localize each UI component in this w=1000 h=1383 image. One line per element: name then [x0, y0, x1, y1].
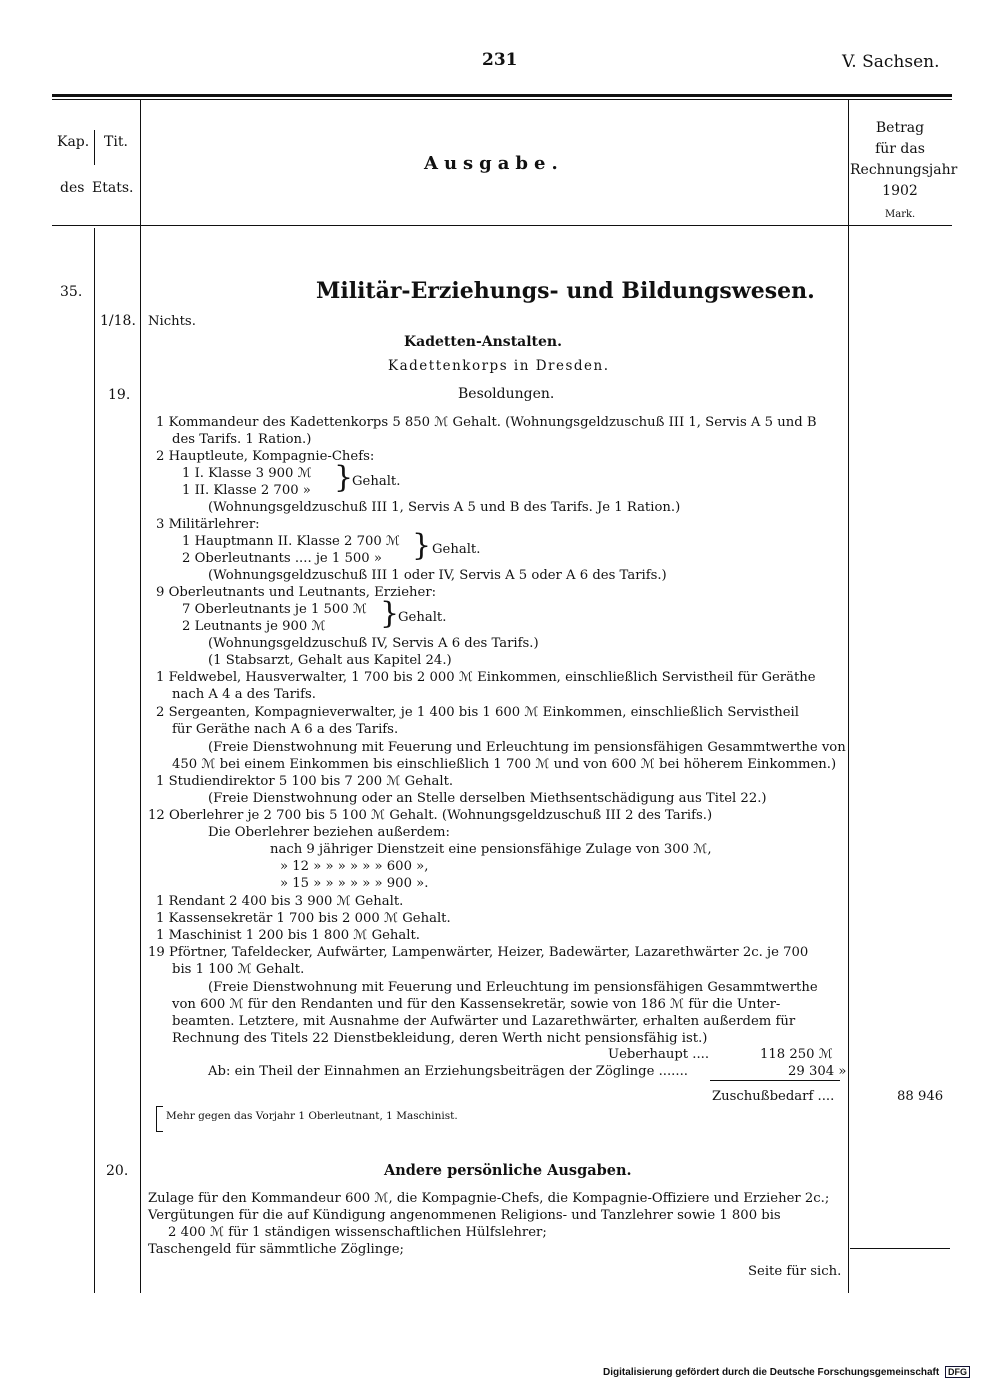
col-line-1 [94, 228, 95, 1293]
col-line-3 [848, 100, 849, 1293]
line-dienstwohnung-2: 450 ℳ bei einem Einkommen bis einschließlich 1 700 ℳ und von 600 ℳ bei höherem Einkommen.) [172, 757, 837, 772]
dfg-logo: DFG [945, 1366, 970, 1378]
line-hauptleute-1: 1 I. Klasse 3 900 ℳ [182, 466, 312, 481]
line-dienstwohnung-4: von 600 ℳ für den Rendanten und für den Kassensekretär, sowie von 186 ℳ für die Unter- [172, 997, 781, 1012]
kap-tit-divider [94, 130, 95, 165]
line-rendant: 1 Rendant 2 400 bis 3 900 ℳ Gehalt. [156, 894, 404, 909]
line-kommandeur-2: des Tarifs. 1 Ration.) [172, 432, 312, 447]
line-dienstwohnung-6: Rechnung des Titels 22 Dienstbekleidung, deren Werth nicht pensionsfähig ist.) [172, 1031, 708, 1046]
footer-credit [603, 1366, 970, 1378]
section-title: Militär-Erziehungs- und Bildungswesen. [316, 278, 815, 304]
line-wohnung-2: (Wohnungsgeldzuschuß III 1 oder IV, Servis A 5 oder A 6 des Tarifs.) [208, 568, 667, 583]
brace-1: } [334, 460, 354, 495]
ab-value: 29 304 » [788, 1064, 847, 1079]
besoldungen-title: Besoldungen. [458, 386, 555, 402]
ab-label: Ab: ein Theil der Einnahmen an Erziehungsbeiträgen der Zöglinge ....... [208, 1064, 688, 1079]
andere-title: Andere persönliche Ausgaben. [384, 1162, 632, 1179]
line-zulage-900: » 15 » » » » » » 900 ». [280, 876, 429, 891]
etats-label: Etats. [92, 180, 134, 196]
subtotal-rule [710, 1080, 840, 1081]
line-miethsentschaedigung: (Freie Dienstwohnung oder an Stelle derselben Miethsentschädigung aus Titel 22.) [208, 791, 767, 806]
tit-1-18: 1/18. [100, 313, 136, 329]
line-pfoertner-2: bis 1 100 ℳ Gehalt. [172, 962, 305, 977]
note-bracket [156, 1106, 163, 1132]
andere-line-1: Zulage für den Kommandeur 600 ℳ, die Kompagnie-Chefs, die Kompagnie-Offiziere und Erzieher 2c.; [148, 1191, 830, 1206]
line-hauptleute: 2 Hauptleute, Kompagnie-Chefs: [156, 449, 375, 464]
tit-19: 19. [108, 387, 131, 403]
col-line-2 [140, 100, 141, 1293]
line-studiendirektor: 1 Studiendirektor 5 100 bis 7 200 ℳ Gehalt. [156, 774, 454, 789]
kadetten-subtitle: Kadettenkorps in Dresden. [388, 358, 610, 374]
line-dienstwohnung-5: beamten. Letztere, mit Ausnahme der Aufwärter und Lazarethwärter, erhalten außerdem für [172, 1014, 796, 1029]
line-sergeanten-2: für Geräthe nach A 6 a des Tarifs. [172, 722, 399, 737]
line-zulage-600: » 12 » » » » » » 600 », [280, 859, 429, 874]
kap-label: Kap. [57, 134, 90, 150]
gehalt-2: Gehalt. [432, 542, 481, 557]
seite-fuer-sich: Seite für sich. [748, 1264, 842, 1279]
line-erzieher-2: 2 Leutnants je 900 ℳ [182, 619, 326, 634]
line-hauptmann: 1 Hauptmann II. Klasse 2 700 ℳ [182, 534, 401, 549]
betrag-year: 1902 [882, 183, 918, 199]
header-bottom-rule [52, 225, 952, 226]
tit-20: 20. [106, 1163, 129, 1179]
brace-2: } [412, 528, 432, 563]
kap-number: 35. [60, 284, 83, 300]
nichts-text: Nichts. [148, 314, 196, 329]
line-hauptleute-2: 1 II. Klasse 2 700 » [182, 483, 311, 498]
line-oberlehrer-ausserdem: Die Oberlehrer beziehen außerdem: [208, 825, 450, 840]
ueberhaupt-value: 118 250 ℳ [760, 1047, 833, 1062]
des-label: des [60, 180, 85, 196]
betrag-line-1: Betrag [875, 120, 925, 136]
line-militaerlehrer: 3 Militärlehrer: [156, 517, 260, 532]
state-heading: V. Sachsen. [842, 52, 940, 72]
line-erzieher-1: 7 Oberleutnants je 1 500 ℳ [182, 602, 367, 617]
line-erzieher: 9 Oberleutnants und Leutnants, Erzieher: [156, 585, 437, 600]
line-kommandeur: 1 Kommandeur des Kadettenkorps 5 850 ℳ Gehalt. (Wohnungsgeldzuschuß III 1, Servis A 5 und B [156, 415, 817, 430]
andere-line-3: 2 400 ℳ für 1 ständigen wissenschaftlichen Hülfslehrer; [168, 1225, 547, 1240]
gehalt-1: Gehalt. [352, 474, 401, 489]
betrag-rule [850, 1248, 950, 1249]
andere-line-2: Vergütungen für die auf Kündigung angenommenen Religions- und Tanzlehrer sowie 1 800 bis [148, 1208, 781, 1223]
footer-text: Digitalisierung gefördert durch die Deutsche Forschungsgemeinschaft [603, 1367, 940, 1378]
line-maschinist: 1 Maschinist 1 200 bis 1 800 ℳ Gehalt. [156, 928, 420, 943]
tit-label: Tit. [104, 134, 128, 150]
line-wohnung-1: (Wohnungsgeldzuschuß III 1, Servis A 5 und B des Tarifs. Je 1 Ration.) [208, 500, 681, 515]
line-zulage-300: nach 9 jähriger Dienstzeit eine pensionsfähige Zulage von 300 ℳ, [270, 842, 712, 857]
zuschuss-value: 88 946 [897, 1089, 944, 1104]
line-oberlehrer: 12 Oberlehrer je 2 700 bis 5 100 ℳ Gehalt. (Wohnungsgeldzuschuß III 2 des Tarifs.) [148, 808, 713, 823]
line-sergeanten: 2 Sergeanten, Kompagnieverwalter, je 1 400 bis 1 600 ℳ Einkommen, einschließlich Servistheil [156, 705, 799, 720]
ueberhaupt-label: Ueberhaupt .... [608, 1047, 710, 1062]
betrag-line-2: für das [875, 141, 925, 157]
line-kassensekretaer: 1 Kassensekretär 1 700 bis 2 000 ℳ Gehalt. [156, 911, 451, 926]
line-dienstwohnung-1: (Freie Dienstwohnung mit Feuerung und Erleuchtung im pensionsfähigen Gesammtwerthe von [208, 740, 846, 755]
line-oberleutnants: 2 Oberleutnants .... je 1 500 » [182, 551, 382, 566]
kadetten-title: Kadetten-Anstalten. [404, 334, 562, 350]
top-rule [52, 94, 952, 97]
top-rule-thin [52, 99, 952, 100]
mark-label: Mark. [885, 209, 916, 220]
note-text: Mehr gegen das Vorjahr 1 Oberleutnant, 1 Maschinist. [166, 1110, 458, 1122]
zuschuss-label: Zuschußbedarf .... [712, 1089, 835, 1104]
line-feldwebel: 1 Feldwebel, Hausverwalter, 1 700 bis 2 000 ℳ Einkommen, einschließlich Servistheil für Geräthe [156, 670, 816, 685]
line-wohnung-3: (Wohnungsgeldzuschuß IV, Servis A 6 des Tarifs.) [208, 636, 539, 651]
line-stabsarzt: (1 Stabsarzt, Gehalt aus Kapitel 24.) [208, 653, 452, 668]
ausgabe-title: Ausgabe. [424, 153, 564, 174]
line-dienstwohnung-3: (Freie Dienstwohnung mit Feuerung und Erleuchtung im pensionsfähigen Gesammtwerthe [208, 980, 818, 995]
brace-3: } [380, 596, 400, 631]
line-feldwebel-2: nach A 4 a des Tarifs. [172, 687, 316, 702]
andere-line-4: Taschengeld für sämmtliche Zöglinge; [148, 1242, 404, 1257]
page-number: 231 [482, 50, 518, 70]
line-pfoertner: 19 Pförtner, Tafeldecker, Aufwärter, Lampenwärter, Heizer, Badewärter, Lazarethwärter 2c. je 700 [148, 945, 809, 960]
gehalt-3: Gehalt. [398, 610, 447, 625]
betrag-header [850, 118, 958, 202]
betrag-line-3: Rechnungsjahr [850, 162, 958, 178]
